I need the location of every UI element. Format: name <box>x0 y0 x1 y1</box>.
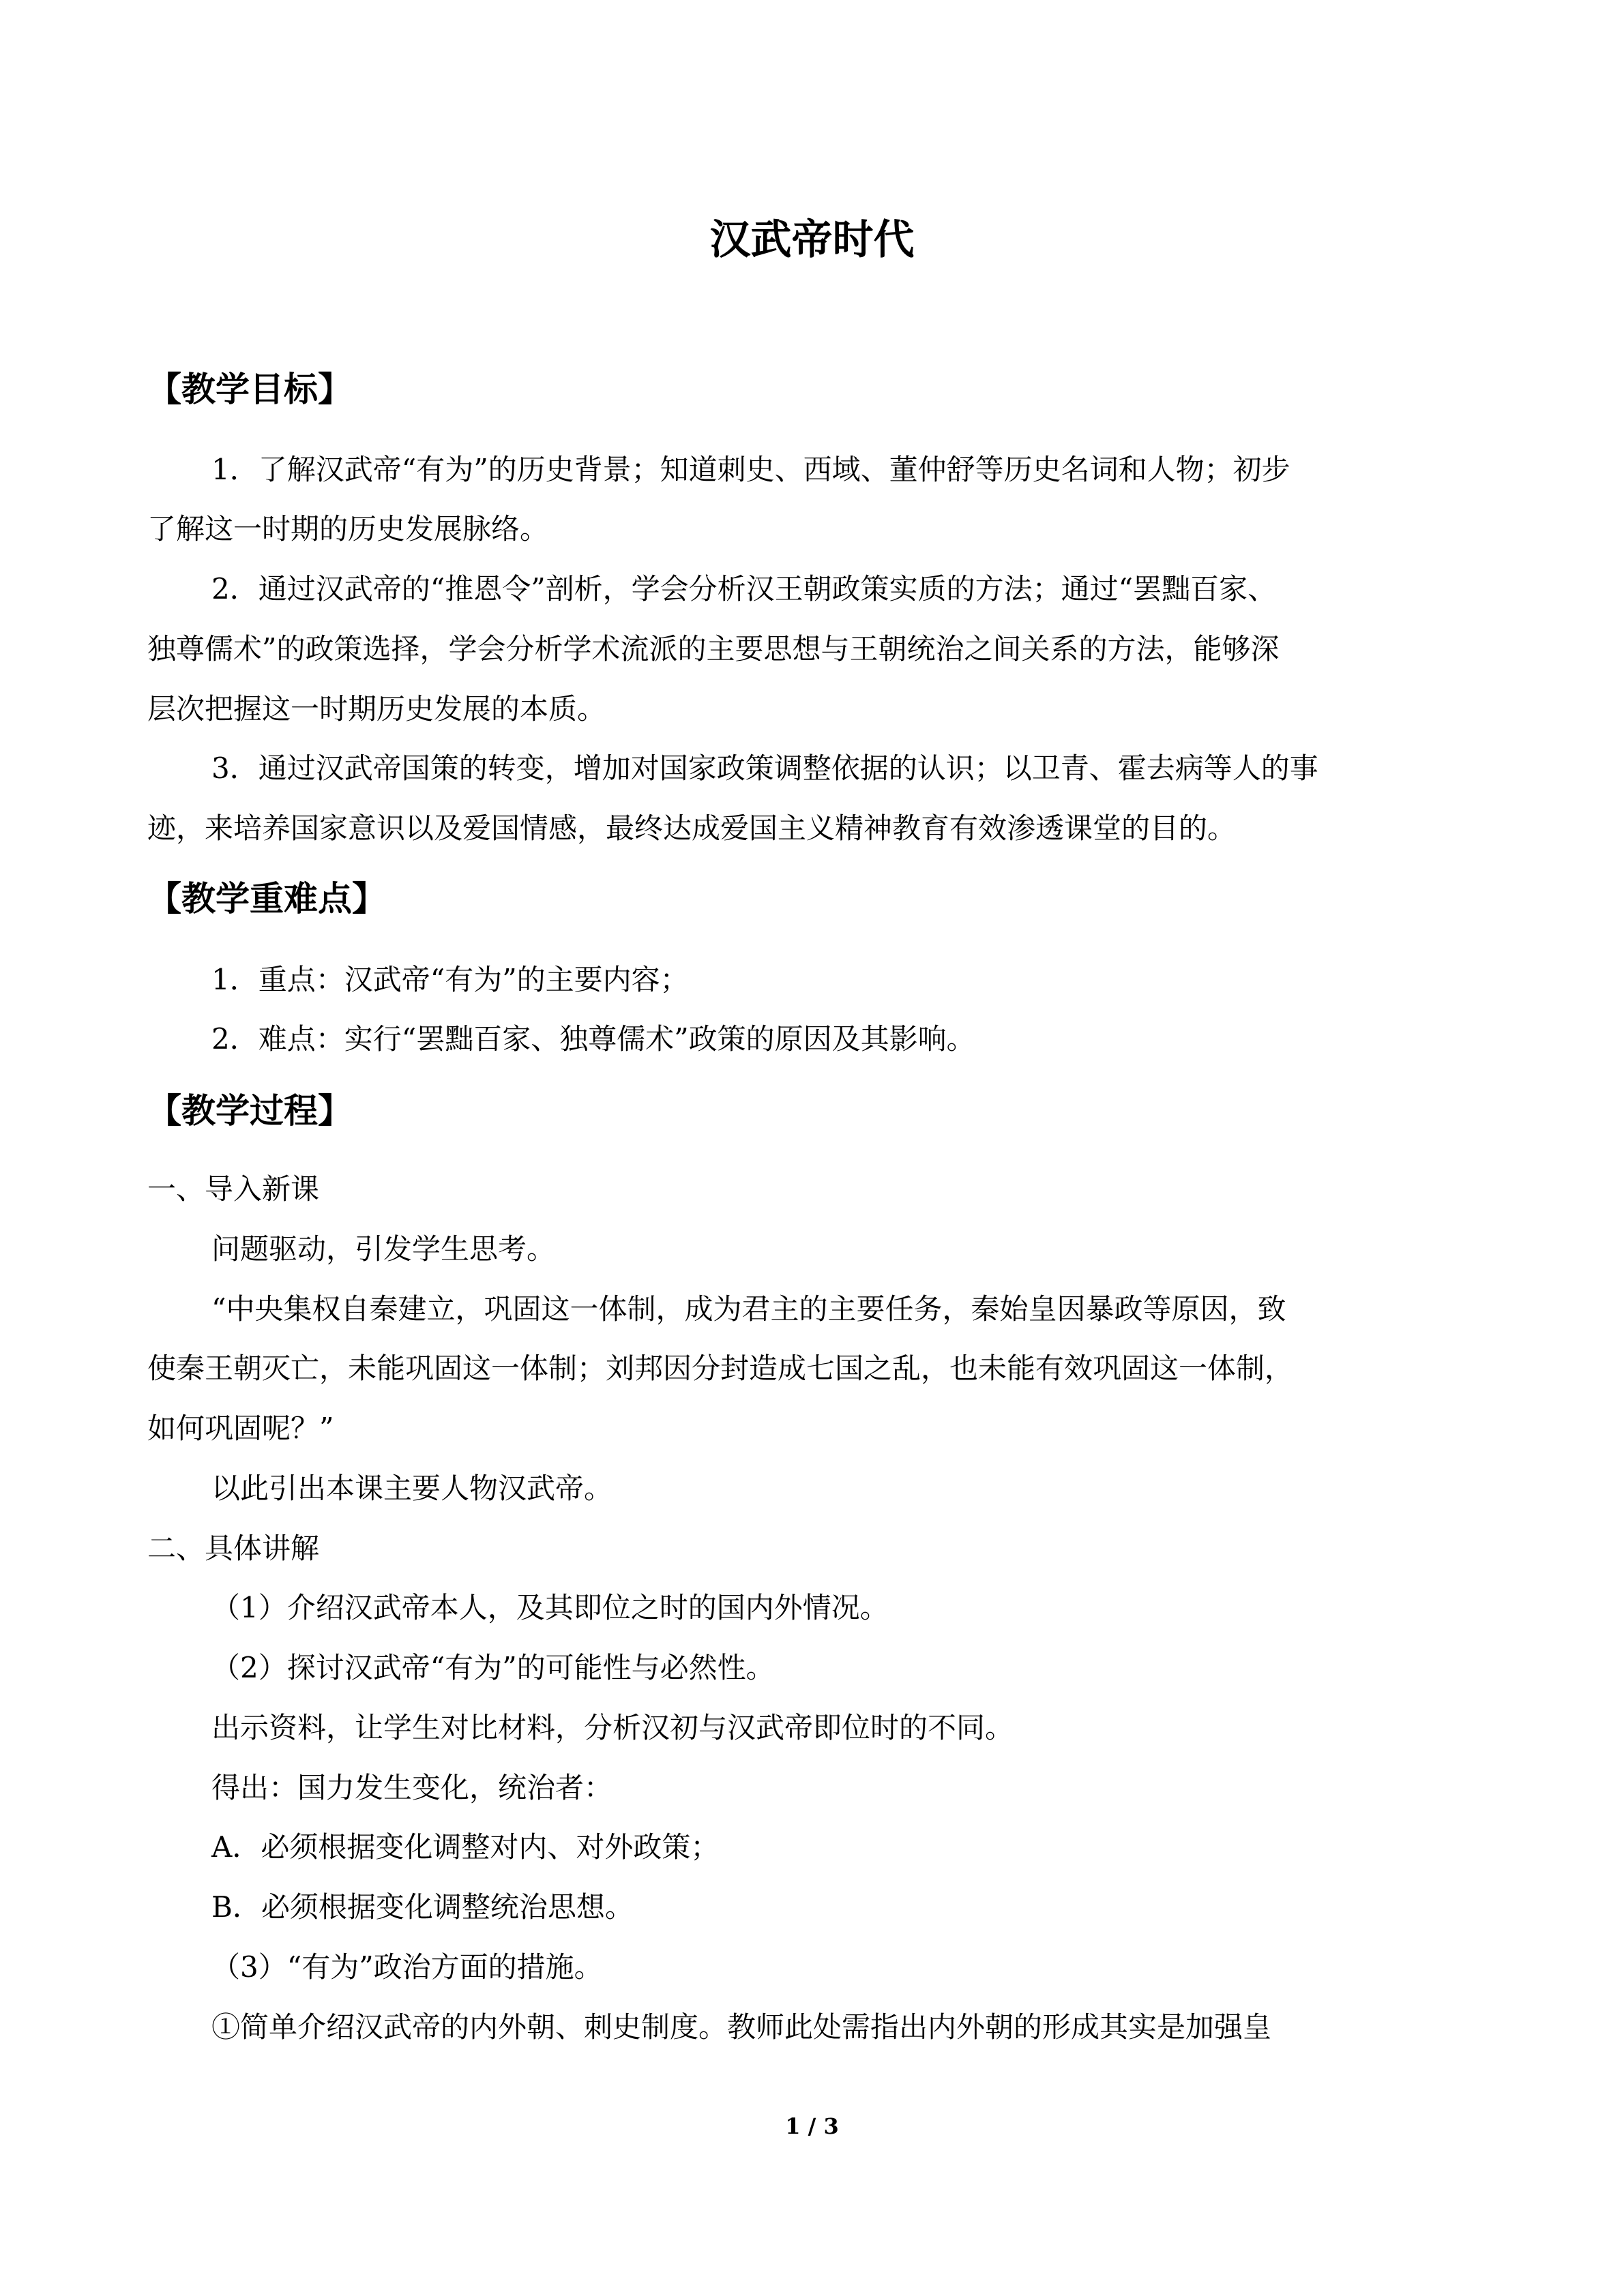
paragraph-line: 一、导入新课 <box>147 1172 320 1206</box>
document-title: 汉武帝时代 <box>709 216 915 264</box>
paragraph-line: 以此引出本课主要人物汉武帝。 <box>211 1472 613 1505</box>
paragraph-line: 如何巩固呢？” <box>147 1412 334 1445</box>
section-heading-goals: 【教学目标】 <box>147 370 352 409</box>
paragraph-line: （1）介绍汉武帝本人，及其即位之时的国内外情况。 <box>211 1591 889 1624</box>
paragraph-line: 1．重点：汉武帝“有为”的主要内容； <box>211 963 689 996</box>
section-heading-key-points: 【教学重难点】 <box>147 879 386 919</box>
paragraph-line: 问题驱动，引发学生思考。 <box>211 1232 556 1266</box>
paragraph-line: A．必须根据变化调整对内、对外政策； <box>211 1830 720 1864</box>
paragraph-line: 得出：国力发生变化，统治者： <box>211 1771 613 1804</box>
paragraph-line: （3）“有为”政治方面的措施。 <box>211 1950 603 1984</box>
page-number: 1 / 3 <box>785 2113 839 2139</box>
paragraph-line: 迹，来培养国家意识以及爱国情感，最终达成爱国主义精神教育有效渗透课堂的目的。 <box>147 811 1237 845</box>
paragraph-line: B．必须根据变化调整统治思想。 <box>211 1890 634 1924</box>
paragraph-line: 出示资料，让学生对比材料，分析汉初与汉武帝即位时的不同。 <box>211 1711 1014 1744</box>
paragraph-line: 3．通过汉武帝国策的转变，增加对国家政策调整依据的认识；以卫青、霍去病等人的事 <box>211 751 1318 785</box>
paragraph-line: 独尊儒术”的政策选择，学会分析学术流派的主要思想与王朝统治之间关系的方法，能够深 <box>147 632 1280 666</box>
paragraph-line: 使秦王朝灭亡，未能巩固这一体制；刘邦因分封造成七国之乱，也未能有效巩固这一体制， <box>147 1352 1294 1385</box>
paragraph-line: 二、具体讲解 <box>147 1532 320 1565</box>
paragraph-line: 2．通过汉武帝的“推恩令”剖析，学会分析汉王朝政策实质的方法；通过“罢黜百家、 <box>211 572 1277 606</box>
section-heading-process: 【教学过程】 <box>147 1091 352 1131</box>
paragraph-line: 1．了解汉武帝“有为”的历史背景；知道刺史、西域、董仲舒等历史名词和人物；初步 <box>211 453 1290 486</box>
paragraph-line: （2）探讨汉武帝“有为”的可能性与必然性。 <box>211 1651 775 1684</box>
paragraph-line: 层次把握这一时期历史发展的本质。 <box>147 692 606 726</box>
paragraph-line: ①简单介绍汉武帝的内外朝、刺史制度。教师此处需指出内外朝的形成其实是加强皇 <box>211 2010 1272 2044</box>
paragraph-line: 了解这一时期的历史发展脉络。 <box>147 512 549 546</box>
paragraph-line: “中央集权自秦建立，巩固这一体制，成为君主的主要任务，秦始皇因暴政等原因，致 <box>211 1292 1286 1326</box>
paragraph-line: 2．难点：实行“罢黜百家、独尊儒术”政策的原因及其影响。 <box>211 1022 975 1056</box>
